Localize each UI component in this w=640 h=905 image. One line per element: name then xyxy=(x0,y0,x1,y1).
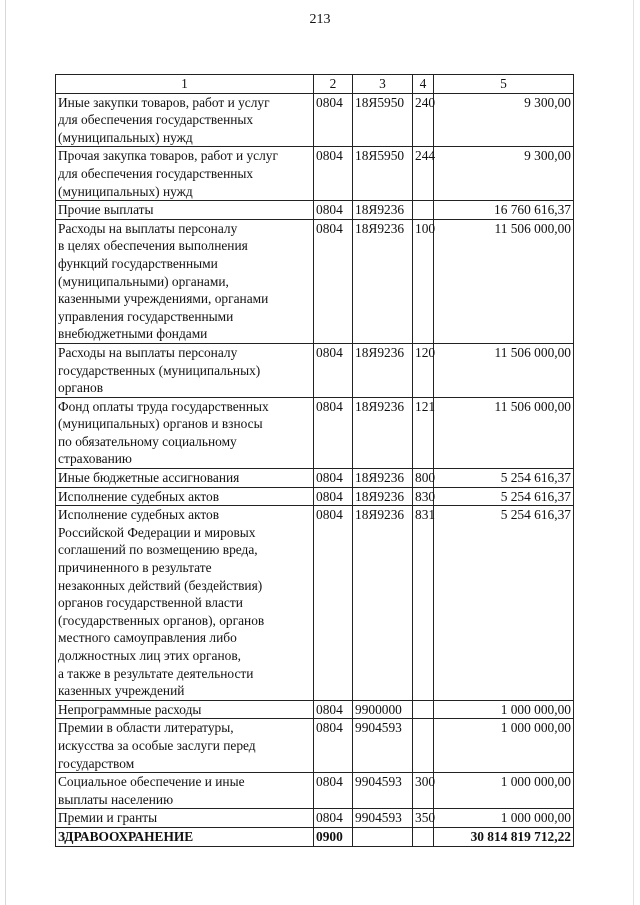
row-amount: 5 254 616,37 xyxy=(434,487,574,506)
row-target-item: 9904593 xyxy=(353,773,413,809)
table-row xyxy=(56,201,574,220)
header-cell-amount: 5 xyxy=(434,75,574,94)
row-target-item: 18Я9236 xyxy=(353,506,413,701)
row-amount: 1 000 000,00 xyxy=(434,773,574,809)
row-name: Расходы на выплаты персоналу в целях обеспечения выполнения функций государственными (муниципальными) органами, казенными учреждениями, органами управления государственными внебюджетными фондами xyxy=(56,219,314,343)
page-number: 213 xyxy=(309,12,331,27)
table-row xyxy=(56,397,574,468)
row-expense-type: 830 xyxy=(413,487,434,506)
row-name: Иные бюджетные ассигнования xyxy=(56,469,314,488)
row-section-code: 0804 xyxy=(314,487,353,506)
row-expense-type: 244 xyxy=(413,147,434,201)
row-name: Социальное обеспечение и иные выплаты населению xyxy=(56,773,314,809)
table-row xyxy=(56,219,574,343)
scan-edge-right xyxy=(633,0,634,905)
row-expense-type xyxy=(413,700,434,719)
table-row xyxy=(56,147,574,201)
row-amount: 11 506 000,00 xyxy=(434,343,574,397)
row-section-code: 0804 xyxy=(314,93,353,147)
row-name: Непрограммные расходы xyxy=(56,700,314,719)
row-amount: 11 506 000,00 xyxy=(434,397,574,468)
table-row xyxy=(56,700,574,719)
header-cell-expense-type: 4 xyxy=(413,75,434,94)
row-target-item xyxy=(353,827,413,846)
table-row xyxy=(56,809,574,828)
row-target-item: 18Я9236 xyxy=(353,201,413,220)
scan-edge-left xyxy=(5,0,6,905)
row-section-code: 0900 xyxy=(314,827,353,846)
table-row xyxy=(56,93,574,147)
row-section-code: 0804 xyxy=(314,700,353,719)
row-section-code: 0804 xyxy=(314,201,353,220)
budget-table xyxy=(55,74,574,847)
row-expense-type: 800 xyxy=(413,469,434,488)
row-amount: 11 506 000,00 xyxy=(434,219,574,343)
row-amount: 1 000 000,00 xyxy=(434,700,574,719)
row-section-code: 0804 xyxy=(314,147,353,201)
row-name: ЗДРАВООХРАНЕНИЕ xyxy=(56,827,314,846)
row-target-item: 18Я9236 xyxy=(353,219,413,343)
table-row xyxy=(56,506,574,701)
row-name: Иные закупки товаров, работ и услуг для обеспечения государственных (муниципальных) нужд xyxy=(56,93,314,147)
row-expense-type: 240 xyxy=(413,93,434,147)
row-target-item: 18Я9236 xyxy=(353,469,413,488)
table-row-total xyxy=(56,827,574,846)
row-amount: 5 254 616,37 xyxy=(434,506,574,701)
row-name: Фонд оплаты труда государственных (муниципальных) органов и взносы по обязательному социальному страхованию xyxy=(56,397,314,468)
table-row xyxy=(56,773,574,809)
row-target-item: 9904593 xyxy=(353,719,413,773)
row-section-code: 0804 xyxy=(314,719,353,773)
row-target-item: 18Я9236 xyxy=(353,343,413,397)
row-section-code: 0804 xyxy=(314,343,353,397)
row-expense-type: 121 xyxy=(413,397,434,468)
row-amount: 30 814 819 712,22 xyxy=(434,827,574,846)
row-section-code: 0804 xyxy=(314,469,353,488)
row-amount: 5 254 616,37 xyxy=(434,469,574,488)
row-section-code: 0804 xyxy=(314,773,353,809)
header-row xyxy=(56,75,574,94)
row-expense-type xyxy=(413,827,434,846)
row-name: Прочая закупка товаров, работ и услуг для обеспечения государственных (муниципальных) нужд xyxy=(56,147,314,201)
row-expense-type: 100 xyxy=(413,219,434,343)
table-row xyxy=(56,469,574,488)
header-cell-section: 2 xyxy=(314,75,353,94)
row-target-item: 18Я5950 xyxy=(353,93,413,147)
row-name: Премии и гранты xyxy=(56,809,314,828)
row-expense-type: 120 xyxy=(413,343,434,397)
row-section-code: 0804 xyxy=(314,397,353,468)
row-expense-type xyxy=(413,719,434,773)
row-expense-type xyxy=(413,201,434,220)
header-cell-name: 1 xyxy=(56,75,314,94)
row-name: Исполнение судебных актов xyxy=(56,487,314,506)
row-amount: 1 000 000,00 xyxy=(434,809,574,828)
row-target-item: 9900000 xyxy=(353,700,413,719)
header-cell-target-item: 3 xyxy=(353,75,413,94)
row-section-code: 0804 xyxy=(314,506,353,701)
row-target-item: 18Я5950 xyxy=(353,147,413,201)
row-target-item: 18Я9236 xyxy=(353,397,413,468)
row-amount: 9 300,00 xyxy=(434,147,574,201)
row-name: Прочие выплаты xyxy=(56,201,314,220)
row-amount: 9 300,00 xyxy=(434,93,574,147)
row-section-code: 0804 xyxy=(314,809,353,828)
row-amount: 16 760 616,37 xyxy=(434,201,574,220)
row-name: Расходы на выплаты персоналу государственных (муниципальных) органов xyxy=(56,343,314,397)
row-expense-type: 300 xyxy=(413,773,434,809)
row-name: Исполнение судебных актов Российской Федерации и мировых соглашений по возмещению вреда, причиненного в результате незаконных действий (бездействия) органов государственной власти (государственных органов), органов местного самоуправления либо должностных лиц этих органов, а также в результате деятельности казенных учреждений xyxy=(56,506,314,701)
row-expense-type: 350 xyxy=(413,809,434,828)
table-row xyxy=(56,719,574,773)
row-name: Премии в области литературы, искусства за особые заслуги перед государством xyxy=(56,719,314,773)
row-amount: 1 000 000,00 xyxy=(434,719,574,773)
table-row xyxy=(56,487,574,506)
row-target-item: 9904593 xyxy=(353,809,413,828)
row-section-code: 0804 xyxy=(314,219,353,343)
row-expense-type: 831 xyxy=(413,506,434,701)
table-row xyxy=(56,343,574,397)
row-target-item: 18Я9236 xyxy=(353,487,413,506)
